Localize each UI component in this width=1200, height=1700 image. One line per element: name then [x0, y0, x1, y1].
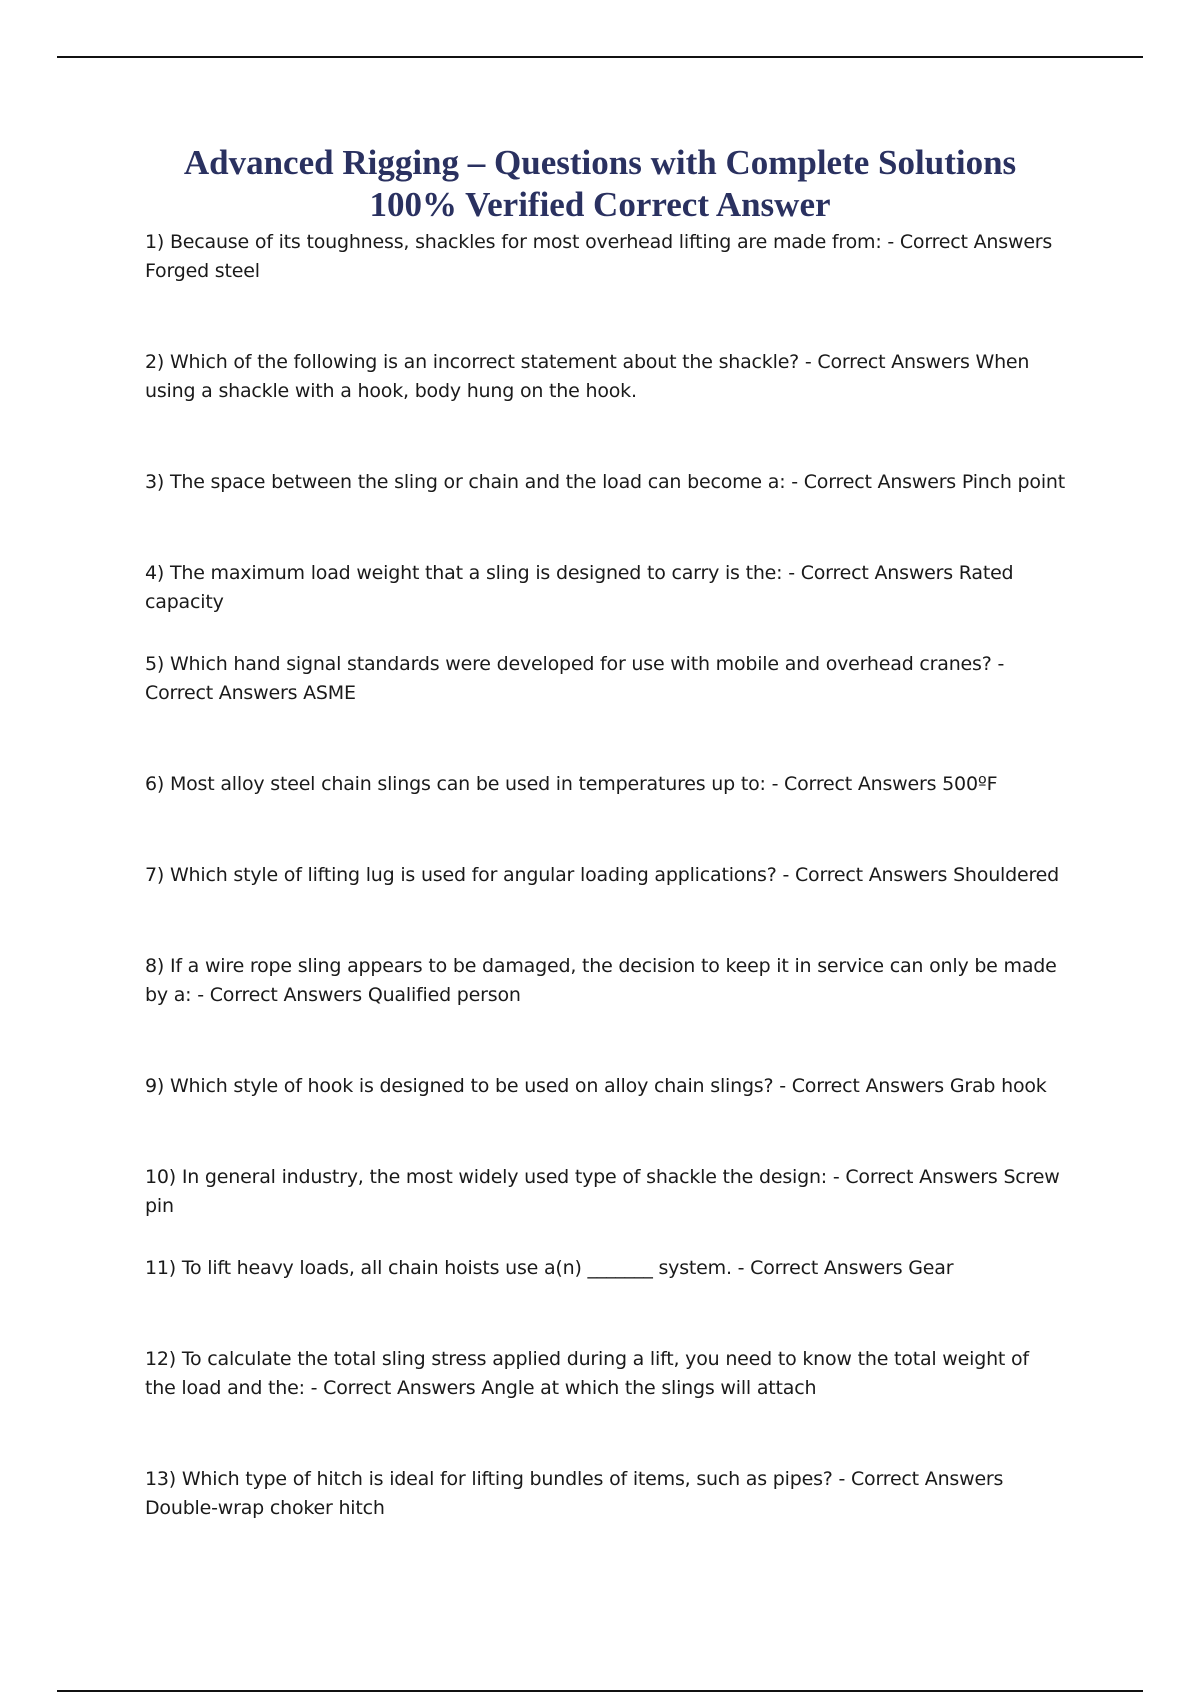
question-item-3: 3) The space between the sling or chain and the load can become a: - Correct Answers Pinch point — [145, 471, 1065, 493]
question-list — [145, 228, 1065, 1585]
title-line-1: Advanced Rigging – Questions with Complete Solutions — [183, 143, 1017, 182]
question-item-6: 6) Most alloy steel chain slings can be used in temperatures up to: - Correct Answers 500ºF — [145, 773, 998, 795]
question-item-10: 10) In general industry, the most widely used type of shackle the design: - Correct Answers Screw pin — [145, 1166, 1060, 1217]
question-item-5: 5) Which hand signal standards were developed for use with mobile and overhead cranes? - Correct Answers ASME — [145, 653, 1005, 704]
question-item-7: 7) Which style of lifting lug is used for angular loading applications? - Correct Answers Shouldered — [145, 864, 1060, 886]
question-item-11: 11) To lift heavy loads, all chain hoists use a(n) _______ system. - Correct Answers Gear — [145, 1257, 954, 1279]
document-title — [100, 142, 1100, 226]
question-item-12: 12) To calculate the total sling stress applied during a lift, you need to know the total weight of the load and the: - Correct Answers Angle at which the slings will attach — [145, 1348, 1029, 1399]
title-line-2: 100% Verified Correct Answer — [369, 185, 831, 224]
question-item-2: 2) Which of the following is an incorrect statement about the shackle? - Correct Answers When using a shackle with a hook, body hung on the hook. — [145, 351, 1030, 402]
top-rule — [57, 56, 1143, 58]
question-item-4: 4) The maximum load weight that a sling is designed to carry is the: - Correct Answers Rated capacity — [145, 562, 1014, 613]
question-item-13: 13) Which type of hitch is ideal for lifting bundles of items, such as pipes? - Correct Answers Double-wrap choker hitch — [145, 1468, 1004, 1519]
question-item-8: 8) If a wire rope sling appears to be damaged, the decision to keep it in service can only be made by a: - Correct Answers Qualified person — [145, 955, 1057, 1006]
bottom-rule — [57, 1690, 1143, 1692]
question-item-1: 1) Because of its toughness, shackles for most overhead lifting are made from: - Correct Answers Forged steel — [145, 231, 1053, 282]
question-item-9: 9) Which style of hook is designed to be used on alloy chain slings? - Correct Answers Grab hook — [145, 1075, 1047, 1097]
